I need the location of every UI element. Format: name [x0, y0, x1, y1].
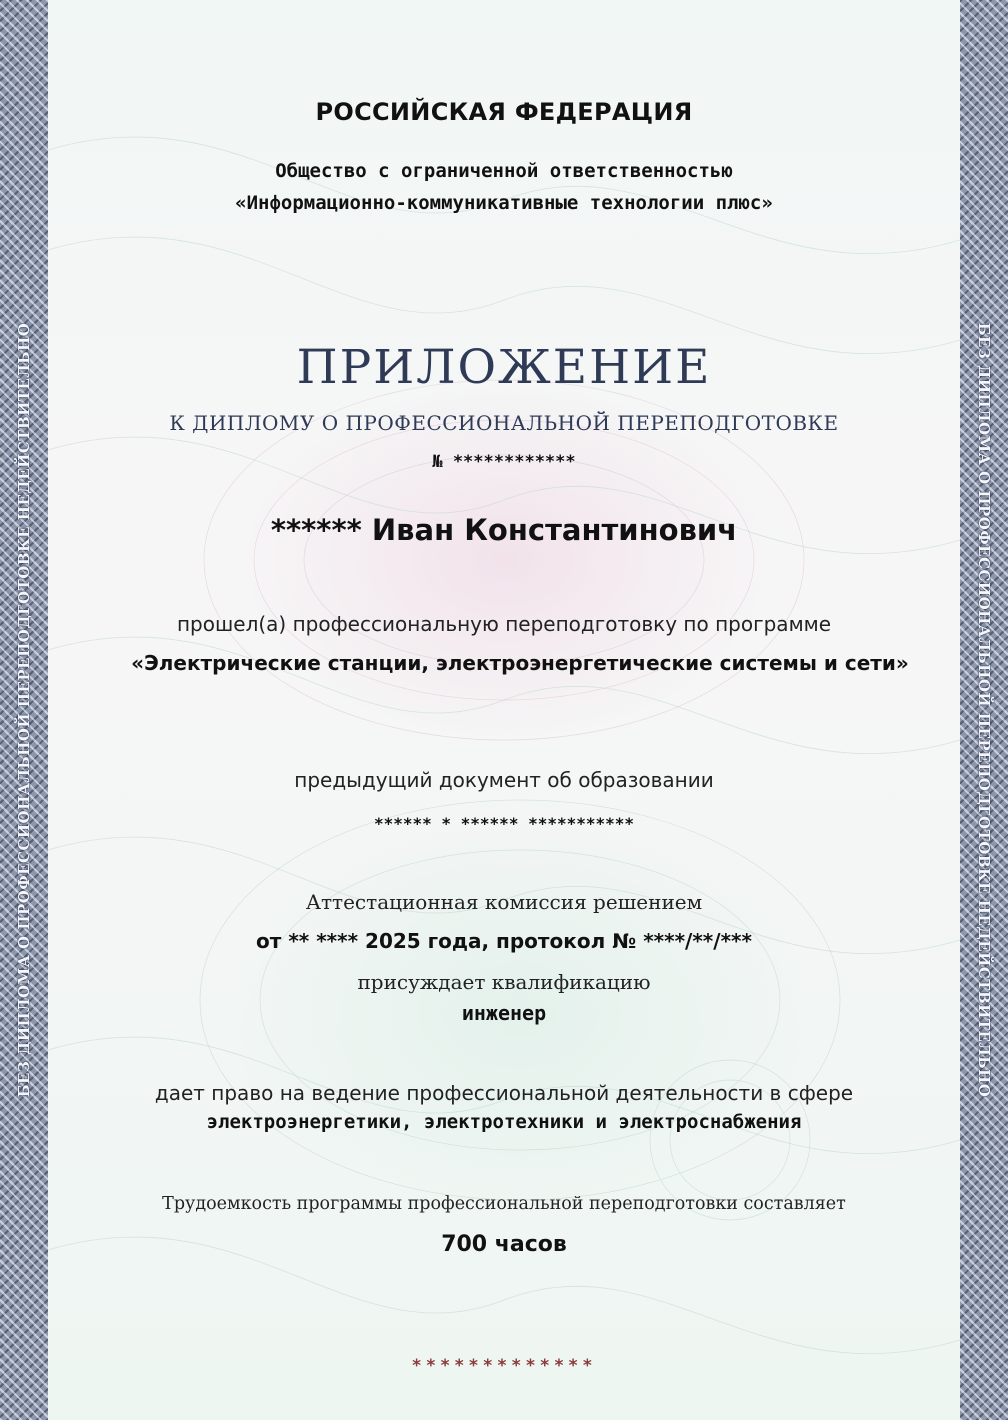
- left-security-border: [0, 0, 48, 1420]
- protocol-details: от ** **** 2025 года, протокол № ****/**/***: [256, 929, 752, 953]
- document-subtitle: К ДИПЛОМУ О ПРОФЕССИОНАЛЬНОЙ ПЕРЕПОДГОТОВКЕ: [169, 411, 839, 435]
- right-security-border: [960, 0, 1008, 1420]
- previous-education-label: предыдущий документ об образовании: [294, 768, 714, 792]
- program-hours: 700 часов: [441, 1232, 567, 1257]
- program-workload-label: Трудоемкость программы профессиональной переподготовки составляет: [162, 1194, 846, 1214]
- organization-type: Общество с ограниченной ответственностью: [275, 160, 733, 182]
- country-heading: РОССИЙСКАЯ ФЕДЕРАЦИЯ: [315, 98, 693, 126]
- organization-name: «Информационно-коммуникативные технологии плюс»: [235, 192, 773, 214]
- registration-number: *************: [411, 1356, 597, 1376]
- recipient-full-name: ****** Иван Константинович: [270, 513, 738, 547]
- right-border-text: БЕЗ ДИПЛОМА О ПРОФЕССИОНАЛЬНОЙ ПЕРЕПОДГОТОВКЕ НЕДЕЙСТВИТЕЛЬНО: [975, 322, 993, 1098]
- document-number: № ************: [432, 452, 576, 472]
- program-name: «Электрические станции, электроэнергетические системы и сети»: [131, 651, 909, 675]
- qualification-value: инженер: [461, 1001, 547, 1025]
- previous-education-value: ****** * ****** ***********: [373, 814, 635, 833]
- left-border-text: БЕЗ ДИПЛОМА О ПРОФЕССИОНАЛЬНОЙ ПЕРЕПОДГОТОВКЕ НЕДЕЙСТВИТЕЛЬНО: [15, 322, 33, 1098]
- professional-sphere: электроэнергетики, электротехники и электроснабжения: [206, 1111, 802, 1133]
- awards-qualification-label: присуждает квалификацию: [357, 970, 651, 994]
- completed-program-label: прошел(а) профессиональную переподготовку по программе: [176, 612, 832, 636]
- professional-right-label: дает право на ведение профессиональной деятельности в сфере: [154, 1081, 854, 1105]
- commission-decision-label: Аттестационная комиссия решением: [305, 890, 703, 914]
- document-title: ПРИЛОЖЕНИЕ: [296, 340, 712, 395]
